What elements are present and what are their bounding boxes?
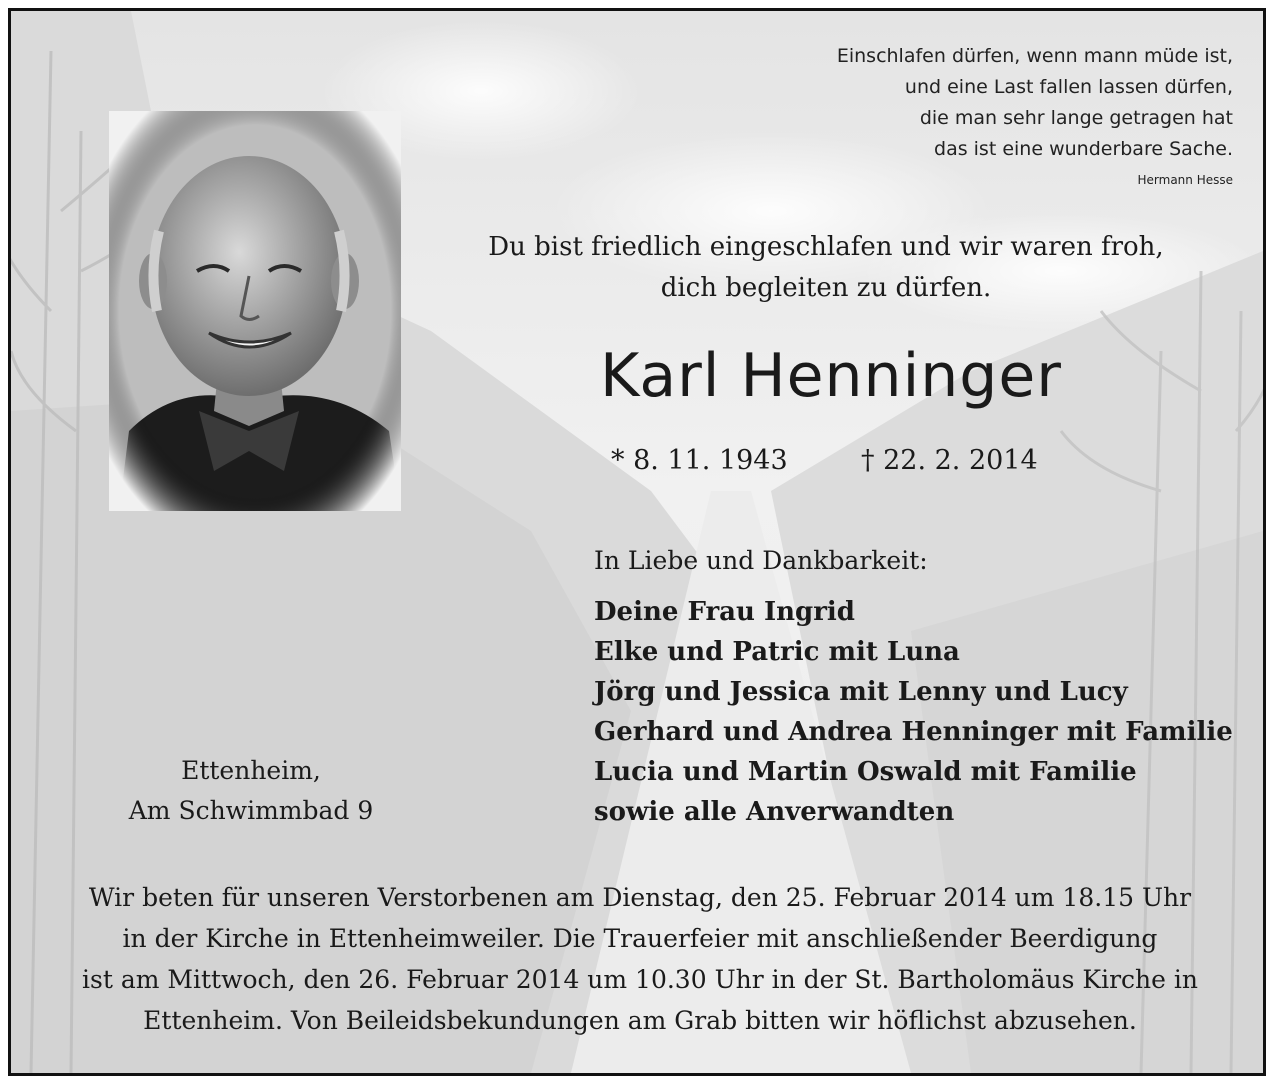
birth-date: * 8. 11. 1943 — [611, 445, 788, 476]
quote-line: das ist eine wunderbare Sache. — [934, 138, 1233, 160]
service-line: Wir beten für unseren Verstorbenen am Dienstag, den 25. Februar 2014 um 18.15 Uhr — [88, 883, 1192, 912]
service-line: Ettenheim. Von Beileidsbekundungen am Grab bitten wir höflichst abzusehen. — [143, 1006, 1137, 1035]
quote-author: Hermann Hesse — [1137, 173, 1233, 187]
death-date: † 22. 2. 2014 — [861, 445, 1038, 476]
mourner-entry: Lucia und Martin Oswald mit Familie — [594, 757, 1137, 787]
intro-line: Du bist friedlich eingeschlafen und wir waren froh, — [488, 232, 1164, 262]
hesse-quote — [837, 41, 1233, 165]
quote-line: die man sehr lange getragen hat — [919, 107, 1233, 129]
portrait-photo — [109, 111, 401, 511]
quote-line: und eine Last fallen lassen dürfen, — [904, 76, 1233, 98]
mourner-entry: sowie alle Anverwandten — [594, 797, 955, 827]
mourner-entry: Elke und Patric mit Luna — [594, 637, 960, 667]
address-street: Am Schwimmbad 9 — [128, 796, 374, 825]
intro-line: dich begleiten zu dürfen. — [660, 273, 992, 303]
service-announcement — [41, 877, 1239, 1041]
mourner-entry: Gerhard und Andrea Henninger mit Familie — [594, 717, 1233, 747]
deceased-name: Karl Henninger — [600, 341, 1062, 411]
mourner-entry: Deine Frau Ingrid — [594, 597, 855, 627]
mourners-heading: In Liebe und Dankbarkeit: — [594, 546, 928, 575]
intro-text — [486, 227, 1166, 309]
quote-line: Einschlafen dürfen, wenn mann müde ist, — [836, 45, 1233, 67]
service-line: ist am Mittwoch, den 26. Februar 2014 um 10.30 Uhr in der St. Bartholomäus Kirche in — [82, 965, 1198, 994]
obituary-card — [8, 8, 1266, 1076]
mourner-entry: Jörg und Jessica mit Lenny und Lucy — [594, 677, 1128, 707]
address-city: Ettenheim, — [181, 756, 321, 785]
address — [101, 751, 401, 831]
mourners-list — [594, 592, 1233, 832]
service-line: in der Kirche in Ettenheimweiler. Die Trauerfeier mit anschließender Beerdigung — [122, 924, 1158, 953]
